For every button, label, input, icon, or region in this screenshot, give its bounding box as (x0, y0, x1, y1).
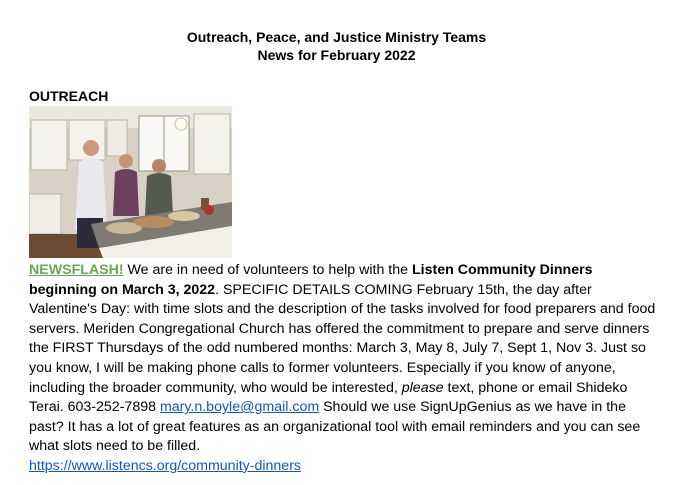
article-body (29, 261, 659, 477)
please-emphasis: please (401, 379, 444, 396)
article-text-4: Should we use SignUpGenius as we have in the past? It has a lot of great features as an organizational tool with email reminders and you can see what slots need to be filled. (29, 399, 641, 455)
volunteers-kitchen-photo (29, 106, 232, 258)
article-text-3: text, phone or email Shideko Terai. 603-252-7898 (29, 379, 628, 416)
article-text-2: . SPECIFIC DETAILS COMING February 15th, the day after Valentine's Day: with time slots and the description of the tasks involved for food preparers and food servers. Meriden Congregational Church has offered the commitment to prepare and serve dinners the FIRST Thursdays of the odd numbered months: March 3, May 8, July 7, Sept 1, Nov 3. Just so you know, I will be making phone calls to former volunteers. Especially if you know of anyone, including the broader community, who would be interested, (29, 281, 656, 396)
section-heading-outreach: OUTREACH (29, 88, 109, 104)
newsletter-title (0, 28, 673, 64)
title-line-2: News for February 2022 (257, 47, 416, 63)
article-text-1: We are in need of volunteers to help with the (123, 262, 412, 278)
event-name: Listen Community Dinners beginning on March 3, 2022 (29, 262, 593, 298)
listencs-url-link[interactable]: https://www.listencs.org/community-dinners (29, 457, 302, 474)
title-line-1: Outreach, Peace, and Justice Ministry Teams (186, 29, 487, 45)
newsflash-link[interactable]: NEWSFLASH! (29, 262, 124, 278)
email-link[interactable]: mary.n.boyle@gmail.com (159, 399, 320, 416)
photo-illustration (29, 106, 232, 258)
